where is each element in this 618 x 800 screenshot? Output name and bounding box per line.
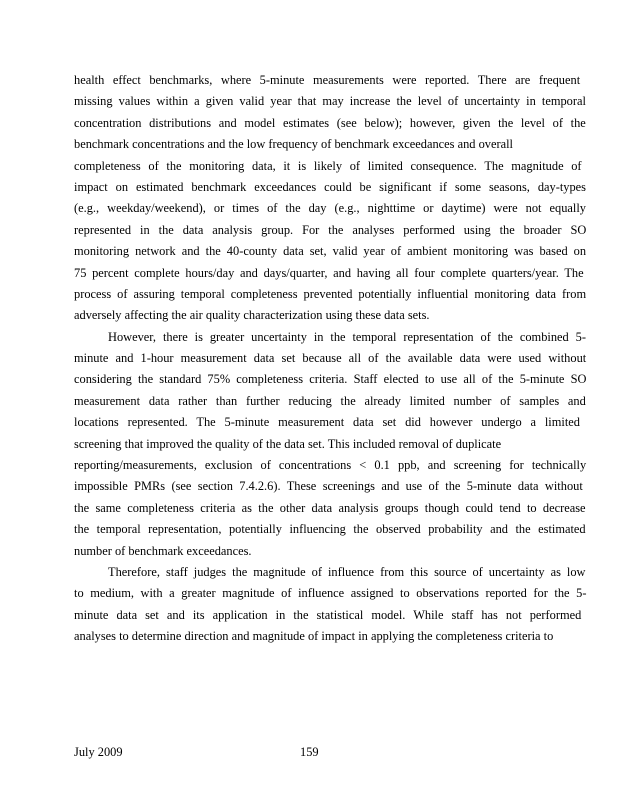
text-line: process of assuring temporal completeness prevented potentially influential monitoring data from (74, 286, 587, 301)
text-line: locations represented. The 5-minute measurement data set did however undergo a limited (74, 415, 580, 430)
text-line: 75 percent complete hours/day and days/quarter, and having all four complete quarters/year. The (74, 265, 584, 280)
text-line: screening that improved the quality of the data set. This included removal of duplicate (74, 436, 502, 451)
paragraph-temporal-uncertainty (74, 327, 586, 562)
text-line: analyses to determine direction and magnitude of impact in applying the completeness criteria to (74, 629, 554, 644)
text-line: measurement data rather than further reducing the already limited number of samples and (74, 393, 586, 408)
text-line: adversely affecting the air quality characterization using these data sets. (74, 308, 430, 323)
text-line: the same completeness criteria as the other data analysis groups though could tend to decrease (74, 500, 586, 515)
text-line: to medium, with a greater magnitude of influence assigned to observations reported for the 5- (74, 586, 587, 601)
text-line: However, there is greater uncertainty in the temporal representation of the combined 5- (108, 329, 586, 344)
text-line: reporting/measurements, exclusion of concentrations < 0.1 ppb, and screening for technically (74, 458, 587, 473)
text-line: the temporal representation, potentially influencing the observed probability and the estimated (74, 522, 586, 537)
paragraph-magnitude-judgment (74, 562, 586, 648)
text-line: concentration distributions and model estimates (see below); however, given the level of the (74, 115, 586, 130)
body-text (74, 70, 586, 648)
text-line: impact on estimated benchmark exceedances could be significant if some seasons, day-types (74, 179, 586, 194)
text-line: considering the standard 75% completeness criteria. Staff elected to use all of the 5-minute SO (74, 372, 587, 387)
text-line: benchmark concentrations and the low frequency of benchmark exceedances and overall (74, 137, 513, 152)
text-line: represented in the data analysis group. For the analyses performed using the broader SO (74, 222, 587, 237)
text-line: minute data set and its application in the statistical model. While staff has not performed (74, 607, 582, 622)
text-line: completeness of the monitoring data, it is likely of limited consequence. The magnitude of (74, 158, 582, 173)
text-line: minute and 1-hour measurement data set because all of the available data were used without (74, 351, 587, 366)
text-line: Therefore, staff judges the magnitude of influence from this source of uncertainty as low (108, 564, 586, 579)
text-line: number of benchmark exceedances. (74, 543, 252, 558)
footer-date: July 2009 (74, 745, 123, 759)
text-line: impossible PMRs (see section 7.4.2.6). These screenings and use of the 5-minute data without (74, 479, 583, 494)
text-line: missing values within a given valid year that may increase the level of uncertainty in temporal (74, 94, 586, 109)
text-line: health effect benchmarks, where 5-minute measurements were reported. There are frequent (74, 73, 581, 87)
page-number: 159 (300, 745, 319, 759)
text-line: (e.g., weekday/weekend), or times of the day (e.g., nighttime or daytime) were not equally (74, 201, 586, 216)
paragraph-completeness (74, 70, 586, 327)
text-line: monitoring network and the 40-county data set, valid year of ambient monitoring was based on (74, 244, 587, 259)
